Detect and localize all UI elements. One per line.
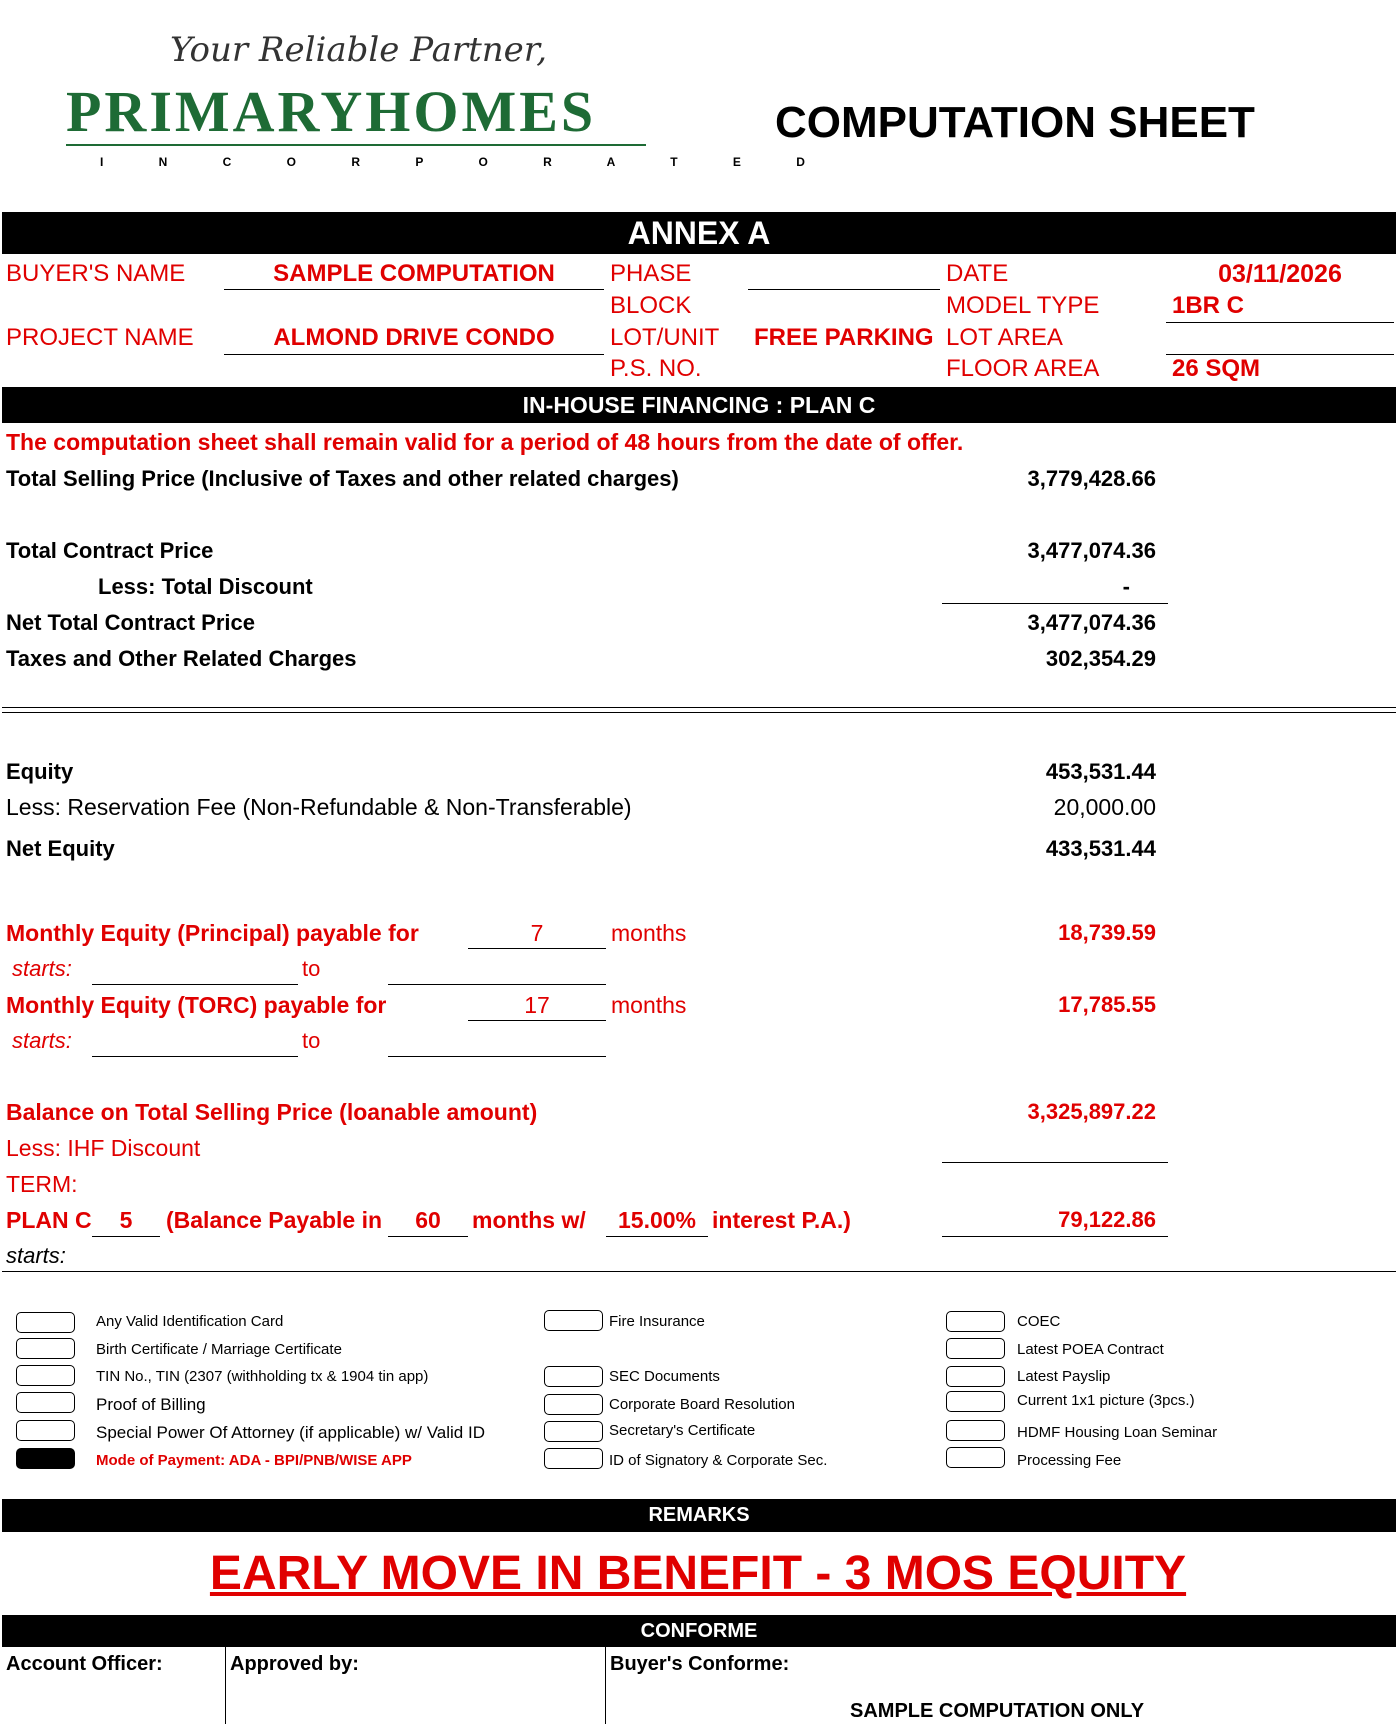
balance-starts-label: starts: xyxy=(6,1243,66,1268)
checkbox-processing-fee[interactable] xyxy=(946,1447,1005,1468)
remarks-bar: REMARKS xyxy=(2,1499,1396,1532)
sample-computation-note: SAMPLE COMPUTATION ONLY xyxy=(850,1700,1145,1722)
lot-area-label: LOT AREA xyxy=(946,324,1063,351)
reservation-fee-value: 20,000.00 xyxy=(1053,794,1156,820)
equity-label: Equity xyxy=(6,759,74,784)
months-count-underline xyxy=(388,1236,468,1237)
term-label: TERM: xyxy=(6,1171,78,1197)
reservation-fee-label: Less: Reservation Fee (Non-Refundable & Non-Transferable) xyxy=(6,794,632,820)
date-value: 03/11/2026 xyxy=(1218,260,1342,288)
checkbox-fire-insurance[interactable] xyxy=(544,1310,603,1331)
conforme-bar: CONFORME xyxy=(2,1615,1396,1647)
ihf-discount-label: Less: IHF Discount xyxy=(6,1135,201,1161)
approved-by-label: Approved by: xyxy=(230,1653,359,1675)
torc-start-underline xyxy=(92,1056,298,1057)
logo-subtitle: I N C O R P O R A T E D xyxy=(100,155,831,169)
req-1x1-picture: Current 1x1 picture (3pcs.) xyxy=(1017,1392,1195,1409)
tcp-label: Total Contract Price xyxy=(6,538,214,563)
remarks-text: EARLY MOVE IN BENEFIT - 3 MOS EQUITY xyxy=(209,1547,1187,1600)
discount-label: Less: Total Discount xyxy=(98,574,313,599)
checkbox-birth-certificate[interactable] xyxy=(16,1338,75,1359)
net-equity-label: Net Equity xyxy=(6,836,115,861)
plan-label: PLAN C xyxy=(6,1207,92,1233)
torc-starts-label: starts: xyxy=(12,1028,72,1053)
interest-rate-underline xyxy=(606,1236,708,1237)
months-count: 60 xyxy=(415,1207,441,1233)
principal-months-word: months xyxy=(611,920,687,946)
req-tin: TIN No., TIN (2307 (withholding tx & 1904 tin app) xyxy=(96,1368,429,1385)
months-w-label: months w/ xyxy=(472,1207,586,1233)
torc-equity-label: Monthly Equity (TORC) payable for xyxy=(6,992,387,1018)
principal-starts-label: starts: xyxy=(12,956,72,981)
checkbox-sec-documents[interactable] xyxy=(544,1366,603,1387)
buyer-conforme-label: Buyer's Conforme: xyxy=(610,1653,790,1675)
torc-label: Taxes and Other Related Charges xyxy=(6,646,357,671)
phase-label: PHASE xyxy=(610,260,692,287)
req-payslip: Latest Payslip xyxy=(1017,1368,1111,1385)
logo-underline xyxy=(66,144,646,146)
req-signatory-id: ID of Signatory & Corporate Sec. xyxy=(609,1452,828,1469)
signature-divider-2 xyxy=(605,1647,606,1724)
block-label: BLOCK xyxy=(610,292,692,319)
ntcp-label: Net Total Contract Price xyxy=(6,610,255,635)
req-valid-id: Any Valid Identification Card xyxy=(96,1313,284,1330)
amortization-underline xyxy=(942,1236,1168,1237)
torc-to-label: to xyxy=(302,1028,321,1053)
project-name-value: ALMOND DRIVE CONDO xyxy=(273,324,555,351)
torc-equity-months: 17 xyxy=(524,992,550,1018)
buyer-name-underline xyxy=(224,289,604,290)
checkbox-poea-contract[interactable] xyxy=(946,1338,1005,1359)
validity-notice: The computation sheet shall remain valid for a period of 48 hours from the date of offer. xyxy=(6,429,964,455)
floor-area-value: 26 SQM xyxy=(1172,355,1261,382)
double-divider xyxy=(2,707,1396,713)
torc-months-word: months xyxy=(611,992,687,1018)
equity-value: 453,531.44 xyxy=(1045,759,1156,784)
checkbox-board-resolution[interactable] xyxy=(544,1394,603,1415)
req-processing-fee: Processing Fee xyxy=(1017,1452,1122,1469)
checkbox-payslip[interactable] xyxy=(946,1366,1005,1387)
annex-bar: ANNEX A xyxy=(2,212,1396,254)
floor-area-label: FLOOR AREA xyxy=(946,355,1100,382)
balance-value: 3,325,897.22 xyxy=(1027,1099,1156,1124)
model-type-value: 1BR C xyxy=(1172,292,1245,319)
torc-months-underline xyxy=(468,1020,606,1021)
req-hdmf-seminar: HDMF Housing Loan Seminar xyxy=(1017,1424,1218,1441)
checkbox-coec[interactable] xyxy=(946,1311,1005,1332)
date-label: DATE xyxy=(946,260,1009,287)
account-officer-label: Account Officer: xyxy=(6,1653,163,1675)
req-mode-of-payment: Mode of Payment: ADA - BPI/PNB/WISE APP xyxy=(96,1452,412,1469)
principal-months: 7 xyxy=(530,920,544,946)
amortization-value: 79,122.86 xyxy=(1058,1207,1156,1232)
signature-divider-1 xyxy=(225,1647,226,1724)
req-sec-documents: SEC Documents xyxy=(609,1368,720,1385)
plan-years: 5 xyxy=(119,1207,133,1233)
project-name-underline xyxy=(224,354,604,355)
document-title: COMPUTATION SHEET xyxy=(775,98,1255,147)
discount-value: - xyxy=(1122,574,1130,599)
lot-unit-label: LOT/UNIT xyxy=(610,324,720,351)
torc-end-underline xyxy=(388,1056,606,1057)
torc-value: 302,354.29 xyxy=(1045,646,1156,671)
phase-underline xyxy=(748,289,940,290)
checkbox-hdmf-seminar[interactable] xyxy=(946,1420,1005,1441)
logo-name: PRIMARYHOMES xyxy=(66,79,597,144)
ihf-discount-underline xyxy=(942,1162,1168,1163)
project-name-label: PROJECT NAME xyxy=(6,324,194,351)
req-secretary-certificate: Secretary's Certificate xyxy=(609,1422,756,1439)
req-coec: COEC xyxy=(1017,1313,1061,1330)
net-equity-value: 433,531.44 xyxy=(1045,836,1156,861)
tsp-value: 3,779,428.66 xyxy=(1027,466,1156,491)
req-spa: Special Power Of Attorney (if applicable) w/ Valid ID xyxy=(96,1423,485,1442)
principal-value: 18,739.59 xyxy=(1058,920,1156,945)
requirements-divider xyxy=(2,1271,1396,1272)
ntcp-value: 3,477,074.36 xyxy=(1027,610,1156,635)
principal-start-underline xyxy=(92,984,298,985)
torc-equity-value: 17,785.55 xyxy=(1058,992,1156,1017)
checkbox-secretary-certificate[interactable] xyxy=(544,1421,603,1442)
tcp-value: 3,477,074.36 xyxy=(1027,538,1156,563)
principal-to-label: to xyxy=(302,956,321,981)
req-poea-contract: Latest POEA Contract xyxy=(1017,1341,1164,1358)
checkbox-proof-of-billing[interactable] xyxy=(16,1392,75,1413)
interest-label: interest P.A.) xyxy=(712,1207,851,1233)
checkbox-spa[interactable] xyxy=(16,1420,75,1441)
checkbox-signatory-id[interactable] xyxy=(544,1448,603,1469)
principal-label: Monthly Equity (Principal) payable for xyxy=(6,920,419,946)
buyer-name-value: SAMPLE COMPUTATION xyxy=(273,260,555,287)
lot-unit-value: FREE PARKING xyxy=(754,324,934,351)
model-type-label: MODEL TYPE xyxy=(946,292,1100,319)
plan-years-underline xyxy=(92,1236,160,1237)
balance-label: Balance on Total Selling Price (loanable amount) xyxy=(6,1099,538,1125)
checkbox-mode-of-payment[interactable] xyxy=(16,1448,75,1469)
checkbox-1x1-picture[interactable] xyxy=(946,1391,1005,1412)
interest-rate: 15.00% xyxy=(617,1207,696,1233)
req-proof-of-billing: Proof of Billing xyxy=(96,1395,206,1414)
buyer-name-label: BUYER'S NAME xyxy=(6,260,186,287)
logo-tagline: Your Reliable Partner, xyxy=(170,30,548,70)
checkbox-tin[interactable] xyxy=(16,1365,75,1386)
req-birth-certificate: Birth Certificate / Marriage Certificate xyxy=(96,1341,342,1358)
discount-underline xyxy=(942,603,1168,604)
principal-end-underline xyxy=(388,984,606,985)
model-type-underline xyxy=(1166,322,1394,323)
checkbox-valid-id[interactable] xyxy=(16,1312,75,1333)
req-fire-insurance: Fire Insurance xyxy=(609,1313,705,1330)
payable-in-label: (Balance Payable in xyxy=(166,1207,383,1233)
req-board-resolution: Corporate Board Resolution xyxy=(609,1396,795,1413)
ps-no-label: P.S. NO. xyxy=(610,355,702,382)
principal-months-underline xyxy=(468,948,606,949)
tsp-label: Total Selling Price (Inclusive of Taxes and other related charges) xyxy=(6,466,679,491)
financing-plan-bar: IN-HOUSE FINANCING : PLAN C xyxy=(2,387,1396,423)
